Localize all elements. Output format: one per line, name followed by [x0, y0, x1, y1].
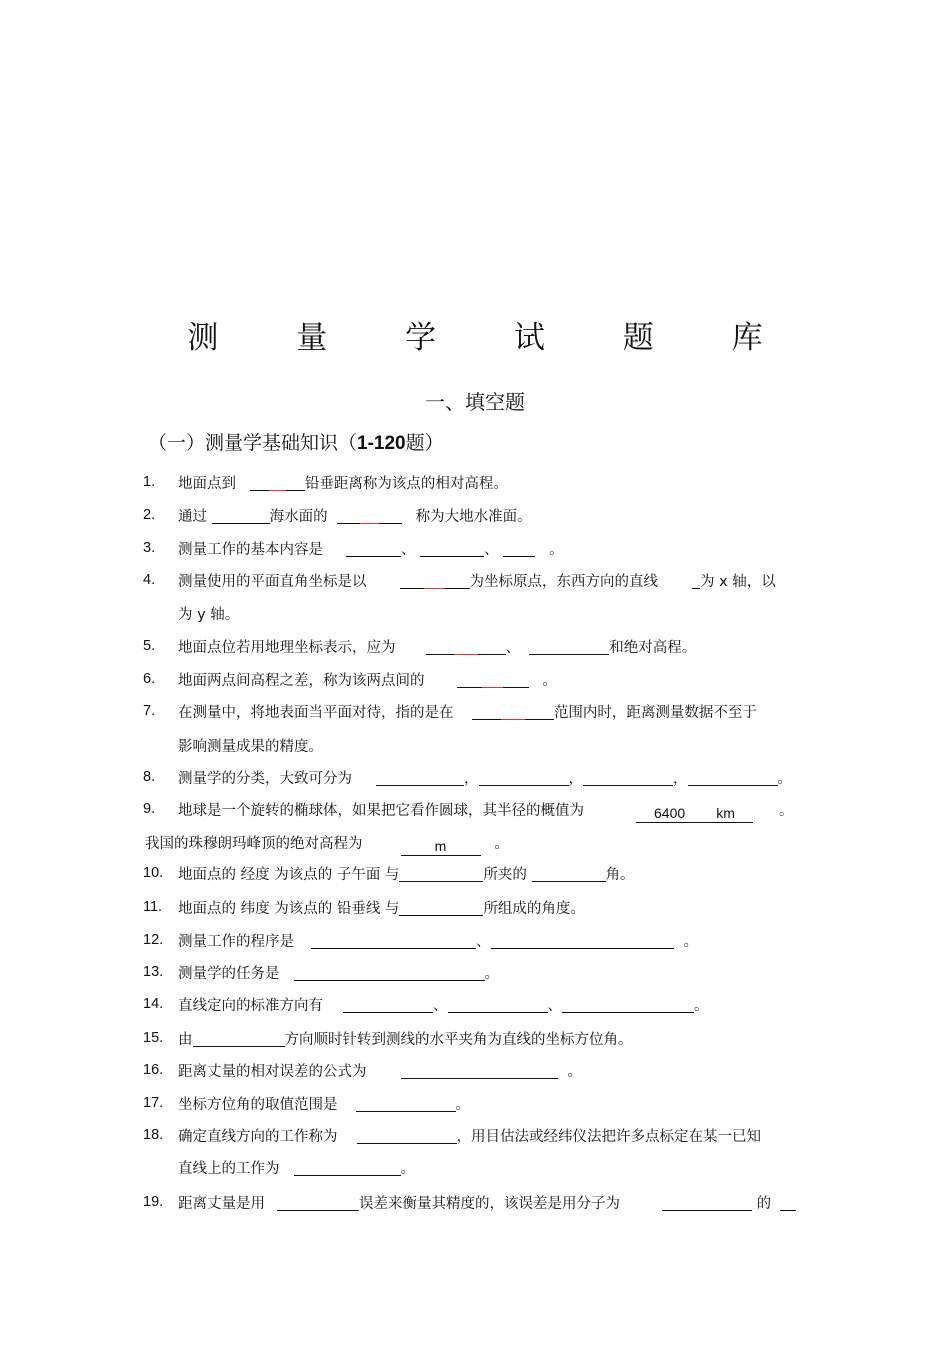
answer-blank[interactable] — [337, 509, 402, 524]
question-text: 测量学的分类，大致可分为 ， ， ， 。 — [178, 771, 792, 787]
subsection-heading — [148, 428, 444, 455]
answer-blank[interactable] — [193, 1032, 285, 1047]
answer-blank[interactable] — [426, 640, 506, 655]
answer-blank[interactable] — [780, 1196, 796, 1211]
question-text: 地面点的 纬度 为该点的 铅垂线 与 所组成的角度。 — [178, 901, 585, 917]
subsection-range: 1-120 — [357, 433, 406, 454]
question-number: 12. — [143, 932, 164, 948]
question-number: 9. — [143, 801, 156, 817]
answer-blank[interactable] — [399, 867, 483, 882]
question-number: 4. — [143, 572, 156, 588]
question-text: 测量工作的基本内容是 、 、 。 — [178, 542, 564, 558]
answer-blank[interactable] — [472, 705, 554, 720]
question-text: 确定直线方向的工作称为 ，用目估法或经纬仪法把许多点标定在某一已知 — [178, 1129, 761, 1145]
page-title: 测 量 学 试 题 库 — [187, 320, 797, 356]
answer-blank[interactable] — [343, 998, 433, 1013]
answer-blank[interactable] — [294, 1161, 401, 1176]
question-text: 直线定向的标准方向有 、 、 。 — [178, 998, 709, 1014]
answer-blank[interactable] — [529, 640, 609, 655]
answer-blank[interactable] — [688, 771, 778, 786]
question-continuation: 为 y 轴。 — [178, 607, 240, 623]
answer-blank[interactable] — [491, 934, 674, 949]
answer-blank[interactable] — [399, 901, 483, 916]
question-text: 地面两点间高程之差，称为该两点间的 。 — [178, 673, 557, 689]
answer-blank[interactable] — [503, 542, 535, 557]
answer-blank[interactable] — [692, 574, 700, 589]
question-text: 由 方向顺时针转到测线的水平夹角为直线的坐标方位角。 — [178, 1032, 633, 1048]
answer-blank[interactable] — [479, 771, 569, 786]
question-number: 17. — [143, 1095, 164, 1111]
question-continuation: 我国的珠穆朗玛峰顶的绝对高程为 m 。 — [145, 836, 509, 854]
question-number: 16. — [143, 1062, 164, 1078]
answer-blank[interactable] — [562, 998, 694, 1013]
question-number: 11. — [143, 899, 163, 915]
question-number: 8. — [143, 769, 156, 785]
question-text: 测量工作的程序是 、 。 — [178, 934, 698, 950]
question-number: 5. — [143, 638, 156, 654]
answer-blank[interactable] — [532, 867, 606, 882]
question-number: 18. — [143, 1127, 164, 1143]
question-number: 15. — [143, 1030, 164, 1046]
answer-blank[interactable] — [457, 673, 529, 688]
question-text: 地球是一个旋转的椭球体，如果把它看作圆球，其半径的概值为 6400 km 。 — [178, 803, 794, 821]
answer-blank[interactable] — [212, 509, 270, 524]
answer-filled[interactable]: m — [401, 838, 481, 856]
question-text: 距离丈量的相对误差的公式为 。 — [178, 1064, 582, 1080]
question-number: 14. — [143, 996, 164, 1012]
question-number: 2. — [143, 507, 156, 523]
question-number: 19. — [143, 1194, 164, 1210]
question-text: 地面点的 经度 为该点的 子午面 与 所夹的 角。 — [178, 867, 635, 883]
question-text: 测量学的任务是 。 — [178, 966, 499, 982]
answer-blank[interactable] — [277, 1196, 359, 1211]
question-text: 地面点位若用地理坐标表示，应为 、 和绝对高程。 — [178, 640, 697, 656]
answer-blank[interactable] — [420, 542, 484, 557]
answer-blank[interactable] — [400, 574, 470, 589]
question-continuation: 直线上的工作为 。 — [178, 1161, 415, 1177]
answer-blank[interactable] — [401, 1064, 558, 1079]
section-heading: 一、填空题 — [425, 390, 525, 414]
question-number: 7. — [143, 703, 156, 719]
answer-blank[interactable] — [583, 771, 673, 786]
subsection-prefix: （一）测量学基础知识（ — [148, 432, 358, 454]
answer-blank[interactable] — [356, 1097, 456, 1112]
question-continuation: 影响测量成果的精度。 — [178, 739, 323, 755]
answer-blank[interactable] — [311, 934, 476, 949]
answer-blank[interactable] — [250, 476, 305, 491]
answer-filled[interactable]: 6400 km — [636, 805, 753, 823]
subsection-suffix: 题） — [405, 432, 444, 454]
question-text: 通过 海水面的 称为大地水准面。 — [178, 509, 532, 525]
question-text: 坐标方位角的取值范围是 。 — [178, 1097, 470, 1113]
question-number: 3. — [143, 540, 156, 556]
question-text: 测量使用的平面直角坐标是以 为坐标原点，东西方向的直线 为 x 轴，以 — [178, 574, 776, 590]
question-text: 距离丈量是用 误差来衡量其精度的，该误差是用分子为 的 — [178, 1192, 796, 1213]
answer-blank[interactable] — [448, 998, 548, 1013]
answer-blank[interactable] — [294, 966, 485, 981]
question-number: 10. — [143, 865, 164, 881]
question-text: 在测量中，将地表面当平面对待，指的是在 范围内时，距离测量数据不至于 — [178, 705, 757, 721]
answer-blank[interactable] — [376, 771, 464, 786]
answer-blank[interactable] — [346, 542, 401, 557]
answer-blank[interactable] — [357, 1129, 457, 1144]
question-number: 1. — [143, 474, 156, 490]
question-number: 13. — [143, 964, 164, 980]
question-text: 地面点到 铅垂距离称为该点的相对高程。 — [178, 476, 508, 492]
answer-blank[interactable] — [662, 1196, 752, 1211]
question-number: 6. — [143, 671, 156, 687]
